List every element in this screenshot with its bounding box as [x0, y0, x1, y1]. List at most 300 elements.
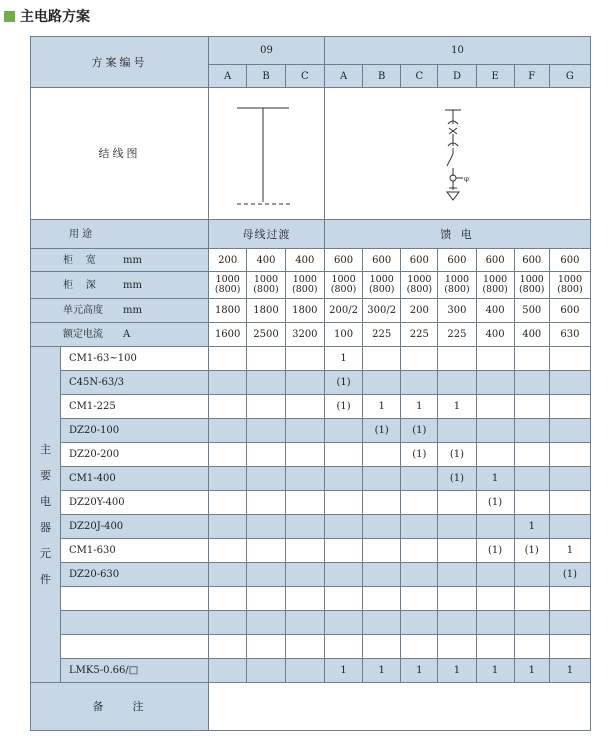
component-value: (1)	[514, 539, 549, 563]
component-value	[209, 635, 247, 659]
component-name: CM1-63~100	[61, 347, 209, 371]
remarks-row	[31, 683, 591, 731]
component-value	[285, 491, 324, 515]
component-value: 1	[476, 659, 514, 683]
component-value: 1	[514, 659, 549, 683]
height_row-value-text: 200/2	[329, 305, 358, 316]
component-value	[363, 491, 401, 515]
component-value	[401, 371, 438, 395]
component-name: DZ20-100	[61, 419, 209, 443]
component-value	[514, 467, 549, 491]
width_row-value-text: 600	[409, 254, 429, 266]
component-value	[325, 467, 363, 491]
component-value	[549, 443, 590, 467]
depth_row-unit: mm	[123, 279, 142, 291]
component-value	[285, 371, 324, 395]
component-value: 1	[438, 659, 476, 683]
component-row	[31, 371, 591, 395]
col-10-E: E	[476, 65, 514, 88]
width_row-value	[438, 249, 476, 272]
current_row-value-text: 1600	[214, 329, 241, 340]
component-row	[31, 419, 591, 443]
component-value: 1	[363, 659, 401, 683]
component-name	[61, 635, 209, 659]
title-square-icon	[4, 11, 15, 22]
width_row-unit: mm	[123, 254, 142, 266]
depth_row-value	[514, 272, 549, 299]
component-value	[247, 395, 285, 419]
component-value	[514, 563, 549, 587]
component-value	[438, 539, 476, 563]
component-row	[31, 587, 591, 611]
depth_row-value	[438, 272, 476, 299]
height_row-label-cell	[31, 299, 209, 323]
component-value: (1)	[476, 539, 514, 563]
current_row-label: 额定电流	[63, 329, 103, 340]
components-label-char: 要	[40, 468, 51, 482]
component-value: 1	[401, 395, 438, 419]
depth_row-value	[209, 272, 247, 299]
component-name: CM1-400	[61, 467, 209, 491]
width_row-value	[514, 249, 549, 272]
component-value	[363, 443, 401, 467]
component-value: (1)	[401, 419, 438, 443]
height_row-value	[549, 299, 590, 323]
component-value	[476, 563, 514, 587]
depth_row-value-text: 1000 (800)	[406, 274, 433, 295]
component-value	[325, 563, 363, 587]
component-value: (1)	[549, 563, 590, 587]
component-value	[325, 515, 363, 539]
component-value	[438, 611, 476, 635]
component-value	[285, 563, 324, 587]
component-value: (1)	[363, 419, 401, 443]
component-value	[514, 611, 549, 635]
component-row	[31, 443, 591, 467]
component-value	[438, 491, 476, 515]
depth-row	[31, 272, 591, 299]
depth_row-value	[401, 272, 438, 299]
component-value	[476, 347, 514, 371]
component-value	[363, 371, 401, 395]
component-value	[285, 347, 324, 371]
component-value	[247, 611, 285, 635]
component-value	[549, 395, 590, 419]
depth_row-value-text: 1000 (800)	[214, 274, 241, 295]
component-value	[476, 443, 514, 467]
width_row-value-text: 600	[334, 254, 354, 266]
component-value	[549, 419, 590, 443]
component-value	[247, 491, 285, 515]
component-value	[285, 587, 324, 611]
page-title: 主电路方案	[20, 9, 90, 25]
wiring-diagram-10	[325, 88, 591, 220]
component-value	[438, 371, 476, 395]
width_row-value-text: 600	[560, 254, 580, 266]
group-10-header: 10	[325, 37, 591, 65]
depth_row-value-text: 1000 (800)	[368, 274, 395, 295]
current_row-value-text: 225	[372, 329, 392, 340]
component-row	[31, 539, 591, 563]
depth_row-value-text: 1000 (800)	[444, 274, 470, 295]
component-value	[438, 587, 476, 611]
components-label-char: 电	[40, 494, 51, 508]
current_row-value	[514, 323, 549, 347]
depth_row-value	[476, 272, 514, 299]
current_row-value	[285, 323, 324, 347]
height_row-value	[325, 299, 363, 323]
component-value	[438, 419, 476, 443]
component-value: (1)	[325, 371, 363, 395]
height_row-value-text: 1800	[292, 305, 318, 316]
component-value	[363, 635, 401, 659]
width_row-value	[363, 249, 401, 272]
component-value	[247, 587, 285, 611]
width_row-value	[549, 249, 590, 272]
width_row-value-text: 600	[522, 254, 542, 266]
component-value	[285, 395, 324, 419]
component-value	[476, 611, 514, 635]
component-value	[476, 419, 514, 443]
component-value	[438, 515, 476, 539]
component-value	[209, 347, 247, 371]
components-label-char: 主	[40, 442, 51, 456]
col-09-C: C	[285, 65, 324, 88]
component-value: 1	[549, 659, 590, 683]
component-value: 1	[549, 539, 590, 563]
height_row-value	[401, 299, 438, 323]
col-09-B: B	[247, 65, 285, 88]
component-value	[514, 371, 549, 395]
height_row-value	[438, 299, 476, 323]
depth_row-label: 柜 深	[63, 279, 96, 291]
component-name	[61, 587, 209, 611]
component-value	[514, 635, 549, 659]
component-value	[247, 539, 285, 563]
col-10-G: G	[549, 65, 590, 88]
height_row-value	[285, 299, 324, 323]
component-row	[31, 563, 591, 587]
depth_row-value-text: 1000 (800)	[557, 274, 583, 295]
current_row-label-cell	[31, 323, 209, 347]
wiring-diagram-09	[209, 88, 325, 220]
current_row-unit: A	[123, 329, 131, 340]
component-value	[514, 395, 549, 419]
component-value	[401, 347, 438, 371]
width_row-value-text: 200	[218, 254, 238, 266]
component-name: DZ20-200	[61, 443, 209, 467]
current_row-value-text: 400	[485, 329, 505, 340]
col-10-D: D	[438, 65, 476, 88]
component-value	[209, 611, 247, 635]
component-value	[325, 539, 363, 563]
component-value	[209, 395, 247, 419]
scheme-number-label: 方案编号	[31, 37, 209, 88]
component-value	[549, 587, 590, 611]
component-name: LMK5-0.66/□	[61, 659, 209, 683]
height_row-value-text: 500	[522, 305, 542, 316]
depth_row-value-text: 1000 (800)	[253, 274, 279, 295]
current_row-value	[325, 323, 363, 347]
width-row	[31, 249, 591, 272]
component-value	[438, 347, 476, 371]
current_row-value-text: 630	[560, 329, 580, 340]
current_row-value-text: 2500	[253, 329, 279, 340]
component-value	[363, 611, 401, 635]
current_row-value-text: 100	[334, 329, 354, 340]
component-value	[285, 443, 324, 467]
current-row	[31, 323, 591, 347]
current_row-value	[363, 323, 401, 347]
height_row-value-text: 300	[447, 305, 467, 316]
component-value	[549, 491, 590, 515]
height_row-value	[476, 299, 514, 323]
component-value	[438, 635, 476, 659]
remarks-value	[209, 683, 591, 731]
width_row-label: 柜 宽	[63, 254, 96, 266]
component-value	[476, 395, 514, 419]
component-value	[285, 539, 324, 563]
component-value: 1	[325, 347, 363, 371]
component-value	[247, 371, 285, 395]
component-name: DZ20Y-400	[61, 491, 209, 515]
component-value	[247, 347, 285, 371]
component-row	[31, 467, 591, 491]
component-value	[209, 467, 247, 491]
component-row	[31, 347, 591, 371]
height_row-unit: mm	[123, 305, 142, 316]
component-value	[325, 443, 363, 467]
height-row	[31, 299, 591, 323]
width_row-value	[247, 249, 285, 272]
component-value	[285, 659, 324, 683]
current_row-value-text: 225	[447, 329, 467, 340]
busbar-transition-diagram	[209, 88, 324, 219]
component-value	[549, 347, 590, 371]
component-value	[285, 611, 324, 635]
width_row-value-text: 400	[256, 254, 276, 266]
component-value	[247, 467, 285, 491]
component-value	[325, 491, 363, 515]
depth_row-label-cell	[31, 272, 209, 299]
depth_row-value-text: 1000 (800)	[518, 274, 545, 295]
depth_row-value	[247, 272, 285, 299]
component-name: DZ20-630	[61, 563, 209, 587]
usage-label	[31, 220, 209, 249]
width_row-label-cell	[31, 249, 209, 272]
component-name: CM1-225	[61, 395, 209, 419]
component-row	[31, 515, 591, 539]
width_row-value-text: 600	[485, 254, 505, 266]
component-value	[514, 347, 549, 371]
component-value: 1	[476, 467, 514, 491]
current_row-value	[209, 323, 247, 347]
component-value	[549, 635, 590, 659]
depth_row-value	[363, 272, 401, 299]
height_row-value-text: 200	[409, 305, 429, 316]
component-value	[209, 563, 247, 587]
component-value	[476, 587, 514, 611]
component-row	[31, 659, 591, 683]
component-value: (1)	[438, 467, 476, 491]
depth_row-value	[285, 272, 324, 299]
component-value	[209, 587, 247, 611]
usage-09: 母线过渡	[209, 220, 325, 249]
component-value	[325, 611, 363, 635]
component-value	[363, 467, 401, 491]
component-value	[401, 611, 438, 635]
height_row-value	[514, 299, 549, 323]
component-value	[247, 563, 285, 587]
depth_row-value-text: 1000 (800)	[330, 274, 357, 295]
width_row-value	[285, 249, 324, 272]
component-value: (1)	[476, 491, 514, 515]
component-value	[209, 515, 247, 539]
component-value	[247, 419, 285, 443]
component-value: 1	[363, 395, 401, 419]
component-name: DZ20J-400	[61, 515, 209, 539]
depth_row-value-text: 1000 (800)	[292, 274, 318, 295]
usage-label-text: 用 途	[69, 228, 93, 240]
feeder-circuit-diagram	[325, 88, 590, 219]
current_row-value	[476, 323, 514, 347]
component-value	[325, 587, 363, 611]
height_row-value-text: 1800	[253, 305, 279, 316]
component-value	[549, 371, 590, 395]
width_row-value	[209, 249, 247, 272]
component-value	[363, 515, 401, 539]
col-10-B: B	[363, 65, 401, 88]
component-row	[31, 491, 591, 515]
col-10-A: A	[325, 65, 363, 88]
depth_row-value	[325, 272, 363, 299]
component-value	[514, 491, 549, 515]
component-value	[285, 419, 324, 443]
components-label-char: 元	[40, 546, 51, 560]
component-value	[549, 515, 590, 539]
current_row-value-text: 3200	[292, 329, 318, 340]
component-value	[549, 467, 590, 491]
component-value	[514, 443, 549, 467]
component-value	[247, 515, 285, 539]
component-value	[285, 515, 324, 539]
col-09-A: A	[209, 65, 247, 88]
width_row-value-text: 400	[295, 254, 315, 266]
component-value	[247, 659, 285, 683]
depth_row-value-text: 1000 (800)	[482, 274, 508, 295]
component-value	[247, 443, 285, 467]
height_row-value-text: 400	[485, 305, 505, 316]
current_row-value	[549, 323, 590, 347]
component-value	[363, 587, 401, 611]
current_row-value	[438, 323, 476, 347]
component-value: (1)	[401, 443, 438, 467]
component-value: (1)	[438, 443, 476, 467]
height_row-value	[363, 299, 401, 323]
col-10-C: C	[401, 65, 438, 88]
height_row-value-text: 600	[560, 305, 580, 316]
component-row	[31, 635, 591, 659]
component-value	[401, 587, 438, 611]
component-row	[31, 611, 591, 635]
component-value	[209, 659, 247, 683]
component-value: (1)	[325, 395, 363, 419]
component-value	[325, 635, 363, 659]
component-value	[247, 635, 285, 659]
width_row-value-text: 600	[447, 254, 467, 266]
component-value	[363, 563, 401, 587]
width_row-value	[325, 249, 363, 272]
component-value	[401, 515, 438, 539]
component-value	[514, 419, 549, 443]
component-value	[438, 563, 476, 587]
components-label-char: 件	[40, 572, 51, 586]
component-value	[209, 539, 247, 563]
component-value	[209, 491, 247, 515]
component-value	[401, 467, 438, 491]
component-value	[209, 371, 247, 395]
component-value	[209, 443, 247, 467]
component-value	[476, 371, 514, 395]
remarks-label: 备 注	[31, 683, 209, 731]
usage-10: 馈 电	[325, 220, 591, 249]
component-value	[476, 635, 514, 659]
component-value	[401, 539, 438, 563]
depth_row-value	[549, 272, 590, 299]
component-value	[363, 347, 401, 371]
component-value: 1	[438, 395, 476, 419]
wiring-diagram-label: 结线图	[31, 88, 209, 220]
component-value: 1	[401, 659, 438, 683]
current_row-value-text: 225	[409, 329, 429, 340]
component-value	[363, 539, 401, 563]
height_row-value-text: 300/2	[367, 305, 397, 316]
svg-text:φ: φ	[464, 175, 469, 183]
main-circuit-table	[30, 36, 591, 731]
height_row-value	[209, 299, 247, 323]
height_row-value	[247, 299, 285, 323]
components-label	[31, 347, 61, 683]
components-label-char: 器	[40, 520, 51, 534]
component-value: 1	[325, 659, 363, 683]
component-value	[209, 419, 247, 443]
component-name: C45N-63/3	[61, 371, 209, 395]
component-value	[514, 587, 549, 611]
component-value	[401, 491, 438, 515]
component-row	[31, 395, 591, 419]
component-name: CM1-630	[61, 539, 209, 563]
component-value: 1	[514, 515, 549, 539]
current_row-value-text: 400	[522, 329, 542, 340]
component-name	[61, 611, 209, 635]
width_row-value	[401, 249, 438, 272]
current_row-value	[247, 323, 285, 347]
component-value	[476, 515, 514, 539]
component-value	[401, 563, 438, 587]
page-title-block	[4, 6, 90, 26]
height_row-value-text: 1800	[214, 305, 241, 316]
col-10-F: F	[514, 65, 549, 88]
width_row-value	[476, 249, 514, 272]
component-value	[285, 467, 324, 491]
height_row-label: 单元高度	[63, 305, 103, 316]
component-value	[549, 611, 590, 635]
component-value	[325, 419, 363, 443]
current_row-value	[401, 323, 438, 347]
component-value	[401, 635, 438, 659]
group-09-header: 09	[209, 37, 325, 65]
component-value	[285, 635, 324, 659]
